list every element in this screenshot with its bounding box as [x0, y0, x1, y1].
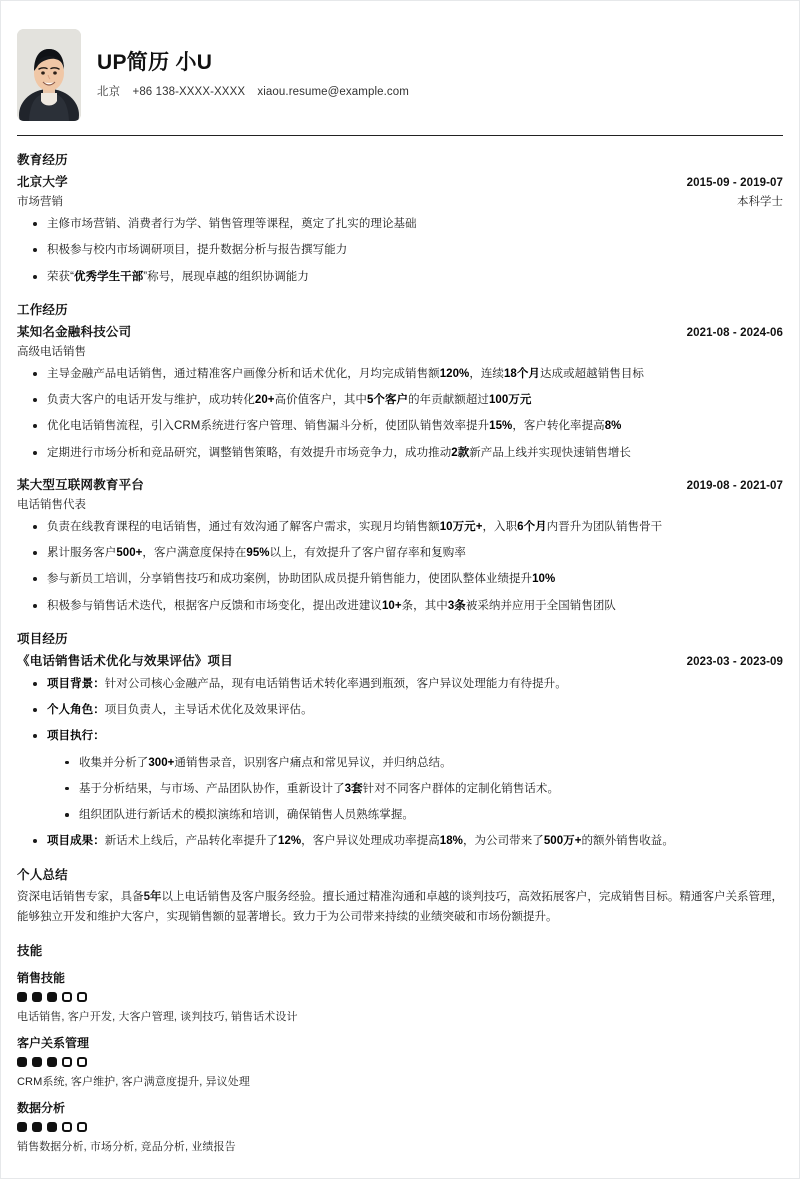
- work-entry-header: [17, 475, 783, 493]
- list-item: 收集并分析了300+通销售录音，识别客户痛点和常见异议，并归纳总结。: [17, 755, 783, 772]
- section-work-experience: [17, 300, 783, 615]
- skill-block: [17, 1099, 783, 1154]
- skill-dot-empty: [77, 1057, 87, 1067]
- contact-location: 北京: [97, 86, 121, 99]
- education-school: 北京大学: [17, 175, 68, 189]
- skill-name: 销售技能: [17, 970, 66, 985]
- education-entry-subheader: [17, 190, 783, 209]
- skill-dot-filled: [47, 1122, 57, 1132]
- list-item: 项目背景：针对公司核心金融产品，现有电话销售话术转化率遇到瓶颈，客户异议处理能力有待提升。: [17, 676, 783, 693]
- identity-block: [97, 51, 409, 99]
- skill-dot-filled: [47, 1057, 57, 1067]
- education-entry: [17, 172, 783, 286]
- summary-text: 资深电话销售专家，具备5年以上电话销售及客户服务经验。擅长通过精准沟通和卓越的谈判技巧，高效拓展客户，完成销售目标。精通客户关系管理，能够独立开发和维护大客户，实现销售额的显著增长。致力于为公司带来持续的业绩突破和市场份额提升。: [17, 890, 784, 923]
- project-entry-header: [17, 651, 783, 669]
- skill-tags: 电话销售, 客户开发, 大客户管理, 谈判技巧, 销售话术设计: [17, 1010, 298, 1023]
- work-entry: [17, 322, 783, 462]
- project-entry: [17, 651, 783, 851]
- contact-email: xiaou.resume@example.com: [257, 86, 409, 99]
- skill-dot-filled: [32, 1057, 42, 1067]
- project-subbullets: [17, 755, 783, 825]
- skill-dot-filled: [32, 992, 42, 1002]
- list-item: 积极参与校内市场调研项目，提升数据分析与报告撰写能力: [17, 242, 783, 259]
- skill-dot-filled: [47, 992, 57, 1002]
- skill-name: 客户关系管理: [17, 1035, 90, 1050]
- list-item: 优化电话销售流程，引入CRM系统进行客户管理、销售漏斗分析，使团队销售效率提升15%，客户转化率提高8%: [17, 418, 783, 435]
- skill-block: [17, 969, 783, 1024]
- skill-rating: [17, 1057, 783, 1067]
- section-title-education: 教育经历: [17, 153, 68, 167]
- header-divider: [17, 135, 783, 136]
- skill-rating: [17, 1122, 783, 1132]
- section-title-summary: 个人总结: [17, 867, 68, 882]
- skill-block: [17, 1034, 783, 1089]
- skill-dot-empty: [62, 1122, 72, 1132]
- education-entry-header: [17, 172, 783, 190]
- list-item: 荣获“优秀学生干部”称号，展现卓越的组织协调能力: [17, 269, 783, 286]
- skill-name: 数据分析: [17, 1100, 66, 1115]
- list-item: 积极参与销售话术迭代，根据客户反馈和市场变化，提出改进建议10+条，其中3条被采纳并应用于全国销售团队: [17, 598, 783, 615]
- project-bullets: [17, 676, 783, 746]
- work-company: 某知名金融科技公司: [17, 324, 132, 339]
- work-company: 某大型互联网教育平台: [17, 477, 145, 492]
- skill-tags: 销售数据分析, 市场分析, 竞品分析, 业绩报告: [17, 1140, 236, 1153]
- work-bullets: [17, 519, 783, 615]
- list-item: 组织团队进行新话术的模拟演练和培训，确保销售人员熟练掌握。: [17, 807, 783, 824]
- skill-dot-empty: [77, 992, 87, 1002]
- skill-dot-filled: [17, 1122, 27, 1132]
- work-bullets: [17, 366, 783, 462]
- work-entry-header: [17, 322, 783, 340]
- project-date: 2023-03 - 2023-09: [686, 655, 783, 668]
- education-date: 2015-09 - 2019-07: [686, 177, 783, 189]
- skill-dot-filled: [17, 1057, 27, 1067]
- list-item: 主修市场营销、消费者行为学、销售管理等课程，奠定了扎实的理论基础: [17, 216, 783, 233]
- skill-dot-empty: [62, 1057, 72, 1067]
- work-date: 2019-08 - 2021-07: [686, 479, 783, 492]
- list-item: 参与新员工培训，分享销售技巧和成功案例，协助团队成员提升销售能力，使团队整体业绩提升10%: [17, 571, 783, 588]
- list-item: 主导金融产品电话销售，通过精准客户画像分析和话术优化，月均完成销售额120%，连续18个月达成或超越销售目标: [17, 366, 783, 383]
- section-personal-summary: [17, 865, 783, 927]
- list-item: 负责大客户的电话开发与维护，成功转化20+高价值客户，其中5个客户的年贡献额超过100万元: [17, 392, 783, 409]
- section-title-project: 项目经历: [17, 631, 68, 646]
- education-degree: 本科学士: [737, 196, 783, 208]
- section-project-experience: [17, 629, 783, 851]
- list-item: 累计服务客户500+，客户满意度保持在95%以上，有效提升了客户留存率和复购率: [17, 545, 783, 562]
- contact-phone: +86 138-XXXX-XXXX: [132, 86, 246, 99]
- resume-header: [17, 21, 783, 135]
- list-item: 定期进行市场分析和竞品研究，调整销售策略，有效提升市场竞争力，成功推动2款新产品上线并实现快速销售增长: [17, 445, 783, 462]
- skill-dot-filled: [32, 1122, 42, 1132]
- contact-line: [97, 83, 409, 99]
- page-title: UP简历 小U: [97, 50, 213, 74]
- education-bullets: [17, 216, 783, 286]
- skill-dot-filled: [17, 992, 27, 1002]
- list-item: 个人角色：项目负责人，主导话术优化及效果评估。: [17, 702, 783, 719]
- list-item: 项目执行：: [17, 728, 783, 745]
- list-item: 基于分析结果，与市场、产品团队协作，重新设计了3套针对不同客户群体的定制化销售话术。: [17, 781, 783, 798]
- section-skills: [17, 941, 783, 1154]
- list-item: 项目成果：新话术上线后，产品转化率提升了12%，客户异议处理成功率提高18%，为公司带来了500万+的额外销售收益。: [17, 833, 783, 850]
- section-title-work: 工作经历: [17, 302, 68, 317]
- skill-dot-empty: [77, 1122, 87, 1132]
- work-date: 2021-08 - 2024-06: [686, 326, 783, 339]
- skill-tags: CRM系统, 客户维护, 客户满意度提升, 异议处理: [17, 1075, 250, 1088]
- project-name: 《电话销售话术优化与效果评估》项目: [17, 653, 233, 668]
- work-role: 高级电话销售: [17, 345, 86, 358]
- profile-photo: [17, 29, 81, 121]
- section-title-skills: 技能: [17, 943, 43, 958]
- work-entry: [17, 475, 783, 615]
- skill-dot-empty: [62, 992, 72, 1002]
- project-outcome-bullets: [17, 833, 783, 850]
- education-major: 市场营销: [17, 196, 63, 208]
- section-education: [17, 150, 783, 286]
- skill-rating: [17, 992, 783, 1002]
- work-role: 电话销售代表: [17, 498, 86, 511]
- list-item: 负责在线教育课程的电话销售，通过有效沟通了解客户需求，实现月均销售额10万元+，入职6个月内晋升为团队销售骨干: [17, 519, 783, 536]
